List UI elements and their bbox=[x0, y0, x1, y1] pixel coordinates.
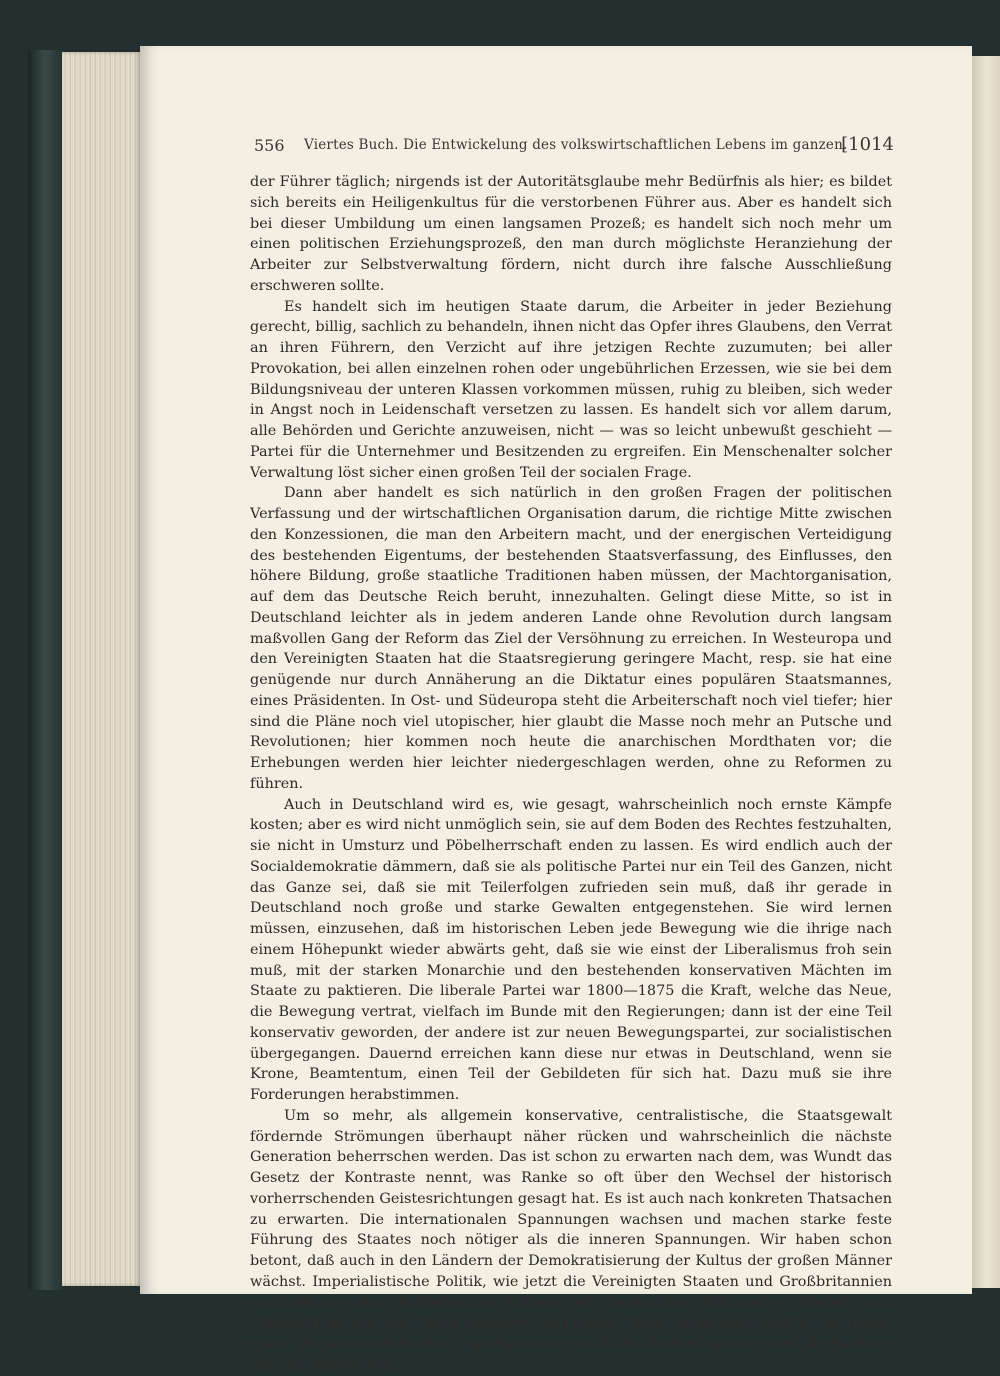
section-number: [1014 bbox=[841, 134, 894, 155]
page-header bbox=[254, 134, 894, 160]
running-title: Viertes Buch. Die Entwickelung des volkswirtschaftlichen Lebens im ganzen. bbox=[304, 137, 848, 153]
page-edges bbox=[62, 52, 140, 1286]
body-text bbox=[250, 172, 892, 1376]
paragraph: Um so mehr, als allgemein konservative, centralistische, die Staatsgewalt fördernde Strömungen überhaupt näher rücken und wahrscheinlich die nächste Generation beherrschen werden. Das ist schon zu erwarten nach dem, was Wundt das Gesetz der Kontraste nennt, was Ranke so oft über den Wechsel der historisch vorherrschenden Geistesrichtungen gesagt hat. Es ist auch nach konkreten Thatsachen zu erwarten. Die internationalen Spannungen wachsen und machen starke feste Führung des Staates noch nötiger als die inneren Spannungen. Wir haben schon betont, daß auch in den Ländern der Demokratisierung der Kultus der großen Männer wächst. Imperialistische Politik, wie jetzt die Vereinigten Staaten und Großbritannien sie treiben wollen, bedürfen der Männer mit cäsarischem Stil, wie es Disraeli war, Chamberlain sein will. Auch Rosebery und Sidney Webb schwenken jetzt in das Lager eines liberal socialistischen Imperialismus ein. Nicht die Parlamente, nicht die Parteien und die Majoritäten, bbox=[250, 1107, 892, 1373]
paragraph: Auch in Deutschland wird es, wie gesagt, wahrscheinlich noch ernste Kämpfe kosten; aber es wird nicht unmöglich sein, sie auf dem Boden des Rechtes festzuhalten, sie nicht in Umsturz und Pöbelherrschaft enden zu lassen. Es wird endlich auch der Socialdemokratie dämmern, daß sie als politische Partei nur ein Teil des Ganzen, nicht das Ganze sei, daß sie mit Teilerfolgen zufrieden sein muß, daß ihr gerade in Deutschland noch große und starke Gewalten entgegenstehen. Sie wird lernen müssen, einzusehen, daß im historischen Leben jede Bewegung wie die ihrige nach einem Höhepunkt wieder abwärts geht, daß sie wie einst der Liberalismus froh sein muß, mit der starken Monarchie und den bestehenden konservativen Mächten im Staate zu paktieren. Die liberale Partei war 1800—1875 die Kraft, welche das Neue, die Bewegung vertrat, vielfach im Bunde mit den Regierungen; dann ist der eine Teil konservativ geworden, der andere ist zur neuen Bewegungspartei, zur socialistischen übergegangen. Dauernd erreichen kann diese nur etwas in Deutschland, wenn sie Krone, Beamtentum, einen Teil der Gebildeten für sich hat. Dazu muß sie ihre Forderungen herabstimmen. bbox=[250, 796, 892, 1103]
page-number: 556 bbox=[254, 136, 285, 155]
paragraph: Dann aber handelt es sich natürlich in den großen Fragen der politischen Verfassung und der wirtschaftlichen Organisation darum, die richtige Mitte zwischen den Konzessionen, die man den Arbeitern macht, und der energischen Verteidigung des bestehenden Eigentums, der bestehenden Staatsverfassung, des Einflusses, den höhere Bildung, große staatliche Traditionen haben müssen, der Machtorganisation, auf dem das Deutsche Reich beruht, innezuhalten. Gelingt diese Mitte, so ist in Deutschland leichter als in jedem anderen Lande ohne Revolution durch langsam maßvollen Gang der Reform das Ziel der Versöhnung zu erreichen. In Westeuropa und den Vereinigten Staaten hat die Staatsregierung geringere Macht, resp. sie hat eine genügende nur durch Annäherung an die Diktatur eines populären Staatsmannes, eines Präsidenten. In Ost- und Südeuropa steht die Arbeiterschaft noch viel tiefer; hier sind die Pläne noch viel utopischer, hier glaubt die Masse noch mehr an Putsche und Revolutionen; hier kommen noch heute die anarchischen Mordthaten vor; die Erhebungen werden hier leichter niedergeschlagen werden, ohne zu Reformen zu führen. bbox=[250, 485, 892, 792]
paragraph: der Führer täglich; nirgends ist der Autoritätsglaube mehr Bedürfnis als hier; es bildet sich bereits ein Heiligenkultus für die verstorbenen Führer aus. Aber es handelt sich bei dieser Umbildung um einen langsamen Prozeß; es handelt sich noch mehr um einen politischen Erziehungsprozeß, den man durch möglichste Heranziehung der Arbeiter zur Selbstverwaltung fördern, nicht durch ihre falsche Ausschließung erschweren sollte. bbox=[250, 174, 892, 294]
facing-page-edge bbox=[972, 56, 1000, 1288]
paragraph: Es handelt sich im heutigen Staate darum, die Arbeiter in jeder Beziehung gerecht, billig, sachlich zu behandeln, ihnen nicht das Opfer ihres Glaubens, den Verrat an ihren Führern, den Verzicht auf ihre jetzigen Rechte zuzumuten; bei aller Provokation, bei allen einzelnen rohen oder ungebührlichen Erzessen, wie sie bei dem Bildungsniveau der unteren Klassen vorkommen müssen, ruhig zu bleiben, sich weder in Angst noch in Leidenschaft versetzen zu lassen. Es handelt sich vor allem darum, alle Behörden und Gerichte anzuweisen, nicht — was so leicht unbewußt geschieht — Partei für die Unternehmer und Besitzenden zu ergreifen. Ein Menschenalter solcher Verwaltung löst sicher einen großen Teil der socialen Frage. bbox=[250, 298, 892, 481]
